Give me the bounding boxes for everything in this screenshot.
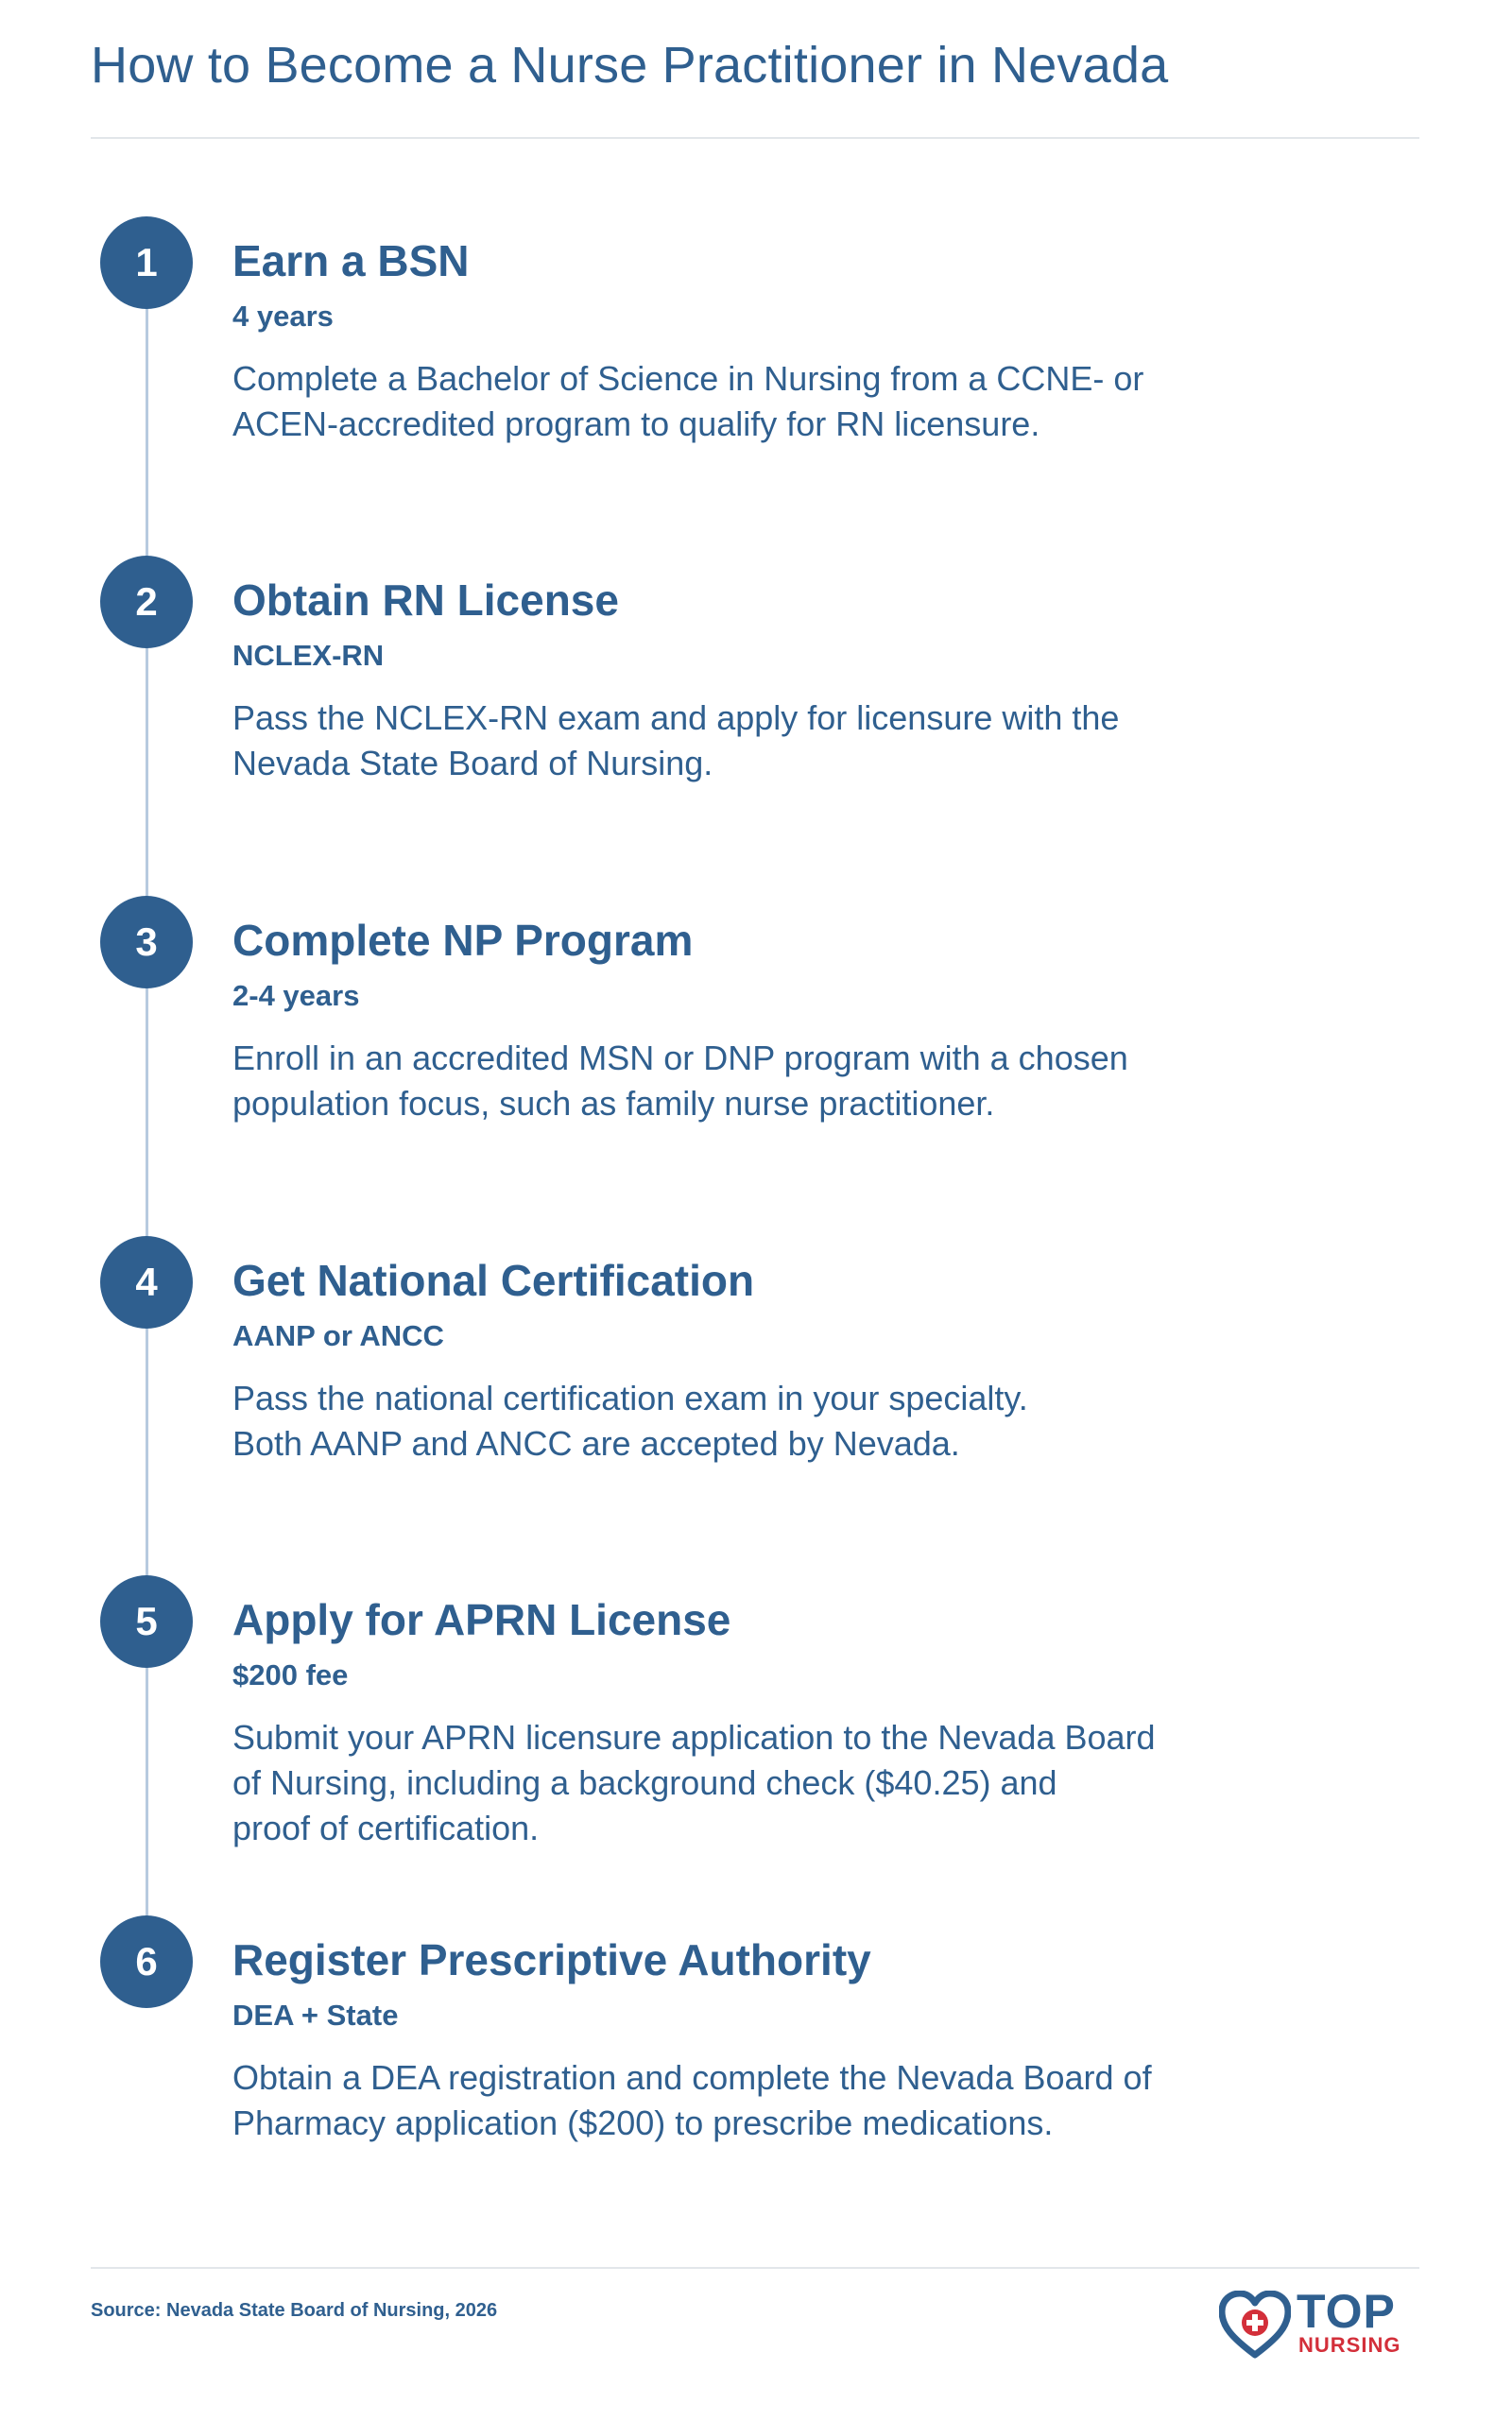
step-description (232, 356, 1272, 447)
step-description-line: Both AANP and ANCC are accepted by Nevada. (232, 1424, 960, 1463)
step-description-line: of Nursing, including a background check ($40.25) and (232, 1763, 1057, 1802)
step-description (232, 2055, 1272, 2146)
step-number-badge: 5 (100, 1575, 193, 1668)
logo-nursing-text: NURSING (1298, 2333, 1401, 2357)
step-title: Obtain RN License (232, 575, 619, 625)
step-number-badge: 1 (100, 216, 193, 309)
top-nursing-logo (1219, 2287, 1421, 2362)
step-description-line: ACEN-accredited program to qualify for RN licensure. (232, 404, 1040, 443)
source-note: Source: Nevada State Board of Nursing, 2026 (91, 2300, 498, 2321)
step-subtitle: 4 years (232, 300, 334, 333)
step-title: Apply for APRN License (232, 1595, 731, 1644)
footer-divider (91, 2267, 1419, 2269)
step-description-line: Nevada State Board of Nursing. (232, 744, 713, 782)
page-title: How to Become a Nurse Practitioner in Nevada (91, 37, 1169, 94)
step-description-line: Pass the NCLEX-RN exam and apply for licensure with the (232, 698, 1120, 737)
step-number-badge: 4 (100, 1236, 193, 1329)
step-subtitle: AANP or ANCC (232, 1319, 444, 1352)
step-subtitle: NCLEX-RN (232, 639, 385, 672)
step-description-line: proof of certification. (232, 1809, 540, 1847)
step-description (232, 695, 1272, 786)
step-subtitle: DEA + State (232, 1999, 399, 2032)
step-subtitle: 2-4 years (232, 979, 360, 1012)
step-description-line: population focus, such as family nurse practitioner. (232, 1084, 995, 1123)
step-description-line: Submit your APRN licensure application to the Nevada Board (232, 1718, 1156, 1757)
step-description-line: Pass the national certification exam in your specialty. (232, 1379, 1028, 1417)
step-description-line: Obtain a DEA registration and complete the Nevada Board of (232, 2058, 1152, 2097)
logo-top-text: TOP (1297, 2285, 1396, 2338)
step-number-badge: 6 (100, 1915, 193, 2008)
timeline-line (146, 263, 148, 1964)
step-title: Get National Certification (232, 1256, 755, 1305)
step-description-line: Enroll in an accredited MSN or DNP program with a chosen (232, 1039, 1128, 1077)
step-number-badge: 3 (100, 896, 193, 988)
step-title: Complete NP Program (232, 916, 694, 965)
step-description (232, 1376, 1272, 1467)
heart-cross-icon (1219, 2291, 1291, 2359)
step-title: Earn a BSN (232, 236, 470, 285)
step-number-badge: 2 (100, 556, 193, 648)
step-subtitle: $200 fee (232, 1658, 349, 1691)
step-description (232, 1036, 1272, 1126)
step-title: Register Prescriptive Authority (232, 1935, 871, 1984)
step-description (232, 1715, 1272, 1851)
step-description-line: Pharmacy application ($200) to prescribe medications. (232, 2103, 1054, 2142)
header-divider (91, 137, 1419, 139)
step-description-line: Complete a Bachelor of Science in Nursing from a CCNE- or (232, 359, 1144, 398)
